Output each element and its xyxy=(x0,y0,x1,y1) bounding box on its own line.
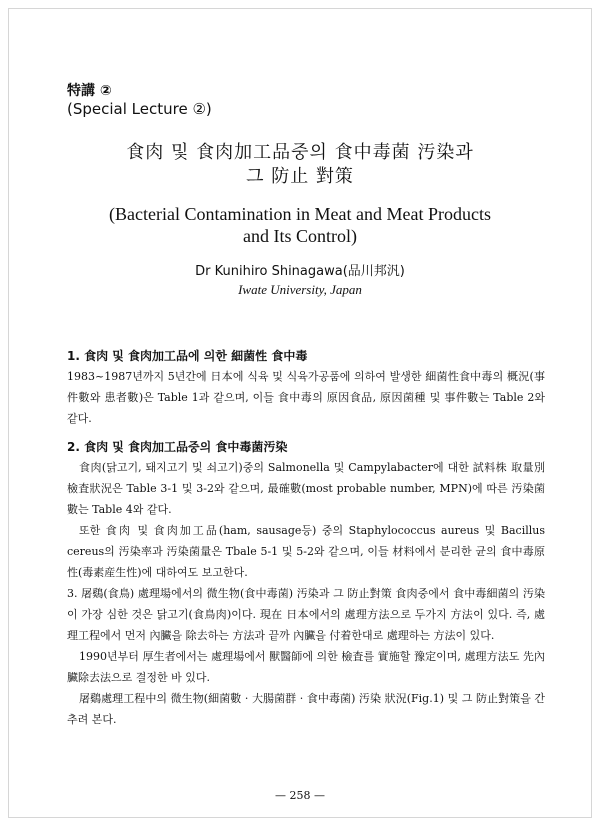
lecture-tag: 特講 ② xyxy=(67,83,112,99)
lecture-tag-english: (Special Lecture ②) xyxy=(67,100,212,118)
author-affiliation: Iwate University, Japan xyxy=(238,282,362,297)
paragraph: 또한 食肉 및 食肉加工品(ham, sausage등) 중의 Staphylococcus aureus 및 Bacillus cereus의 汚染率과 汚染菌量은 Tbale 5-1 및 5-2와 같으며, 이들 材料에서 분리한 균의 食中毒原性(毒素産生性)에 대하여도 보고한다. xyxy=(67,524,545,579)
section1-heading: 1. 食肉 및 食肉加工品에 의한 細菌性 食中毒 xyxy=(67,349,308,363)
section2-body xyxy=(67,457,545,730)
page-number: — 258 — xyxy=(275,789,325,802)
paragraph: 3. 屠鷄(食鳥) 處理場에서의 微生物(食中毒菌) 汚染과 그 防止對策 食肉중에서 食中毒細菌의 汚染이 가장 심한 것은 닭고기(食鳥肉)이다. 現在 日本에서의 處理方法으로 두가지 方法이 있다. 즉, 處理工程에서 먼저 內臟을 除去하는 方法과 끝까 內臟을 付着한대로 處理하는 方法이 있다. xyxy=(67,587,545,642)
paragraph: 1990년부터 厚生者에서는 處理場에서 獸醫師에 의한 檢査를 實施할 豫定이며, 處理方法도 先內臟除去法으로 결정한 바 있다. xyxy=(67,650,545,684)
title-korean-line2: 그 防止 對策 xyxy=(246,166,354,187)
paragraph: 1983~1987년까지 5년간에 日本에 식육 및 식육가공품에 의하여 발생한 細菌性食中毒의 概況(事件數와 患者數)은 Table 1과 같으며, 이들 食中毒의 原因食品, 原因菌種 및 事件數는 Table 2와 같다. xyxy=(67,370,545,425)
section1-body xyxy=(67,366,545,429)
paragraph: 食肉(닭고기, 돼지고기 및 쇠고기)중의 Salmonella 및 Campylabacter에 대한 試料株 取量別 檢査狀況은 Table 3-1 및 3-2와 같으며, 最確數(most probable number, MPN)에 따른 汚染菌數는 Table 4와 같다. xyxy=(67,461,545,516)
title-english-line1: (Bacterial Contamination in Meat and Meat Products xyxy=(109,204,491,224)
section2-heading: 2. 食肉 및 食肉加工品중의 食中毒菌汚染 xyxy=(67,440,288,454)
title-korean-line1: 食肉 및 食肉加工品중의 食中毒菌 汚染과 xyxy=(126,142,474,163)
title-english-line2: and Its Control) xyxy=(243,226,357,246)
author-name: Dr Kunihiro Shinagawa(品川邦汎) xyxy=(195,264,405,279)
paragraph: 屠鷄處理工程中의 微生物(細菌數 · 大腸菌群 · 食中毒菌) 汚染 狀況(Fig.1) 및 그 防止對策을 간추려 본다. xyxy=(67,692,545,726)
